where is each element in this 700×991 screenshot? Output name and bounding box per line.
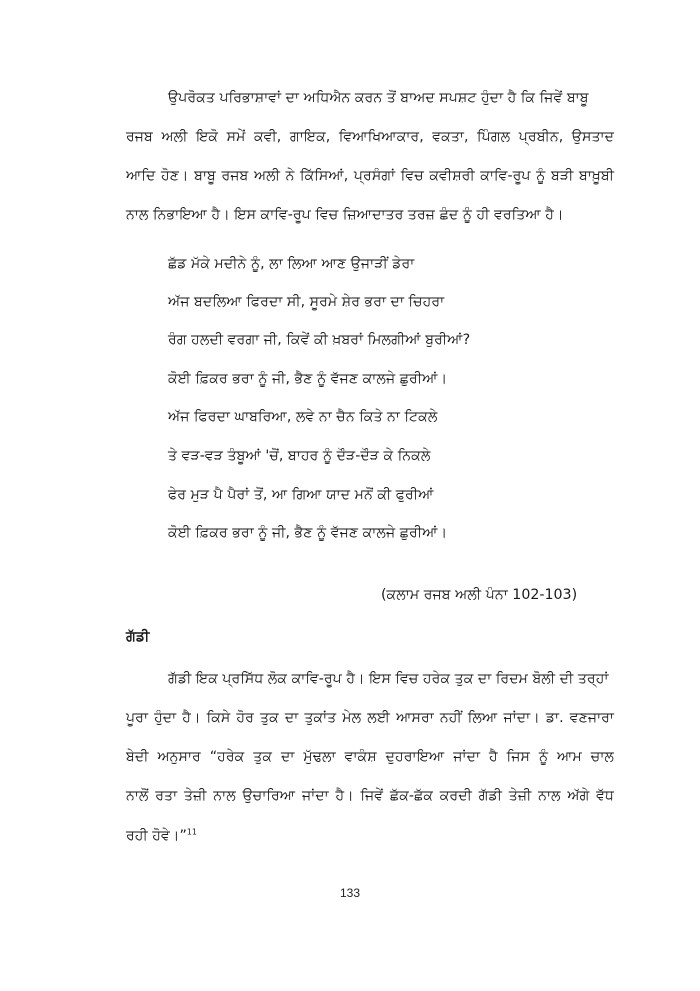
- verse-line: ਰੰਗ ਹਲਦੀ ਵਰਗਾ ਜੀ, ਕਿਵੇਂ ਕੀ ਖ਼ਬਰਾਂ ਮਿਲਗੀਆਂ ਬੁਰੀਆਂ?: [168, 332, 471, 348]
- paragraph-line: ਪੂਰਾ ਹੁੰਦਾ ਹੈ। ਕਿਸੇ ਹੋਰ ਤੁਕ ਦਾ ਤੁਕਾਂਤ ਮੇਲ ਲਈ ਆਸਰਾ ਨਹੀਂ ਲਿਆ ਜਾਂਦਾ। ਡਾ. ਵਣਜਾਰਾ: [126, 710, 614, 726]
- paragraph-text: ਰਹੀ ਹੋਵੇ।”: [126, 828, 187, 844]
- section-heading: ਗੱਡੀ: [126, 629, 150, 645]
- footnote-marker[interactable]: 11: [186, 827, 197, 837]
- verse-line: ਫੇਰ ਮੁੜ ਪੈ ਪੈਰਾਂ ਤੋਂ, ਆ ਗਿਆ ਯਾਦ ਮਨੋਂ ਕੀ ਫੁਰੀਆਂ: [168, 487, 434, 503]
- paragraph-line: ਰਜਬ ਅਲੀ ਇਕੋ ਸਮੇਂ ਕਵੀ, ਗਾਇਕ, ਵਿਆਖਿਆਕਾਰ, ਵਕਤਾ, ਪਿੰਗਲ ਪ੍ਰਬੀਨ, ਉਸਤਾਦ: [126, 129, 614, 145]
- paragraph-line: ਨਾਲ ਨਿਭਾਇਆ ਹੈ। ਇਸ ਕਾਵਿ-ਰੂਪ ਵਿਚ ਜ਼ਿਆਦਾਤਰ ਤਰਜ਼ ਛੰਦ ਨੂੰ ਹੀ ਵਰਤਿਆ ਹੈ।: [126, 207, 564, 223]
- verse-line: ਅੱਜ ਫਿਰਦਾ ਘਾਬਰਿਆ, ਲਵੇ ਨਾ ਚੈਨ ਕਿਤੇ ਨਾ ਟਿਕਲੇ: [168, 409, 438, 425]
- paragraph-line-last: [126, 826, 197, 846]
- verse-line: ਛੱਡ ਮੱਕੇ ਮਦੀਨੇ ਨੂੰ, ਲਾ ਲਿਆ ਆਣ ਉਜਾੜੀਂ ਡੇਰਾ: [168, 256, 415, 272]
- verse-line: ਅੱਜ ਬਦਲਿਆ ਫਿਰਦਾ ਸੀ, ਸੂਰਮੇ ਸ਼ੇਰ ਭਰਾ ਦਾ ਚਿਹਰਾ: [168, 294, 445, 310]
- paragraph-line: ਉਪਰੋਕਤ ਪਰਿਭਾਸ਼ਾਵਾਂ ਦਾ ਅਧਿਐਨ ਕਰਨ ਤੋਂ ਬਾਅਦ ਸਪਸ਼ਟ ਹੁੰਦਾ ਹੈ ਕਿ ਜਿਵੇਂ ਬਾਬੂ: [168, 90, 589, 106]
- paragraph-line: ਗੱਡੀ ਇਕ ਪ੍ਰਸਿੱਧ ਲੋਕ ਕਾਵਿ-ਰੂਪ ਹੈ। ਇਸ ਵਿਚ ਹਰੇਕ ਤੁਕ ਦਾ ਰਿਦਮ ਬੋਲੀ ਦੀ ਤਰ੍ਹਾਂ: [168, 671, 609, 687]
- paragraph-line: ਨਾਲੋਂ ਰਤਾ ਤੇਜ਼ੀ ਨਾਲ ਉਚਾਰਿਆ ਜਾਂਦਾ ਹੈ। ਜਿਵੇਂ ਛੱਕ-ਛੱਕ ਕਰਦੀ ਗੱਡੀ ਤੇਜ਼ੀ ਨਾਲ ਅੱਗੇ ਵੱਧ: [126, 788, 614, 804]
- citation: (ਕਲਾਮ ਰਜਬ ਅਲੀ ਪੰਨਾ 102-103): [381, 587, 578, 603]
- paragraph-line: ਆਦਿ ਹੋਣ। ਬਾਬੂ ਰਜਬ ਅਲੀ ਨੇ ਕਿੱਸਿਆਂ, ਪ੍ਰਸੰਗਾਂ ਵਿਚ ਕਵੀਸ਼ਰੀ ਕਾਵਿ-ਰੂਪ ਨੂੰ ਬੜੀ ਬਾਖ਼ੂਬੀ: [126, 168, 614, 184]
- page-number: 133: [339, 886, 361, 900]
- verse-line: ਕੋਈ ਫ਼ਿਕਰ ਭਰਾ ਨੂੰ ਜੀ, ਭੈਣ ਨੂੰ ਵੱਜਣ ਕਾਲਜੇ ਛੁਰੀਆਂ।: [168, 525, 448, 541]
- verse-line: ਤੇ ਵੜ-ਵੜ ਤੰਬੂਆਂ 'ਚੋਂ, ਬਾਹਰ ਨੂੰ ਦੌੜ-ਦੌੜ ਕੇ ਨਿਕਲੇ: [168, 448, 431, 464]
- paragraph-line: ਬੇਦੀ ਅਨੁਸਾਰ “ਹਰੇਕ ਤੁਕ ਦਾ ਮੁੱਢਲਾ ਵਾਕੰਸ਼ ਦੁਹਰਾਇਆ ਜਾਂਦਾ ਹੈ ਜਿਸ ਨੂੰ ਆਮ ਚਾਲ: [126, 749, 614, 765]
- verse-line: ਕੋਈ ਫ਼ਿਕਰ ਭਰਾ ਨੂੰ ਜੀ, ਭੈਣ ਨੂੰ ਵੱਜਣ ਕਾਲਜੇ ਛੁਰੀਆਂ।: [168, 371, 448, 387]
